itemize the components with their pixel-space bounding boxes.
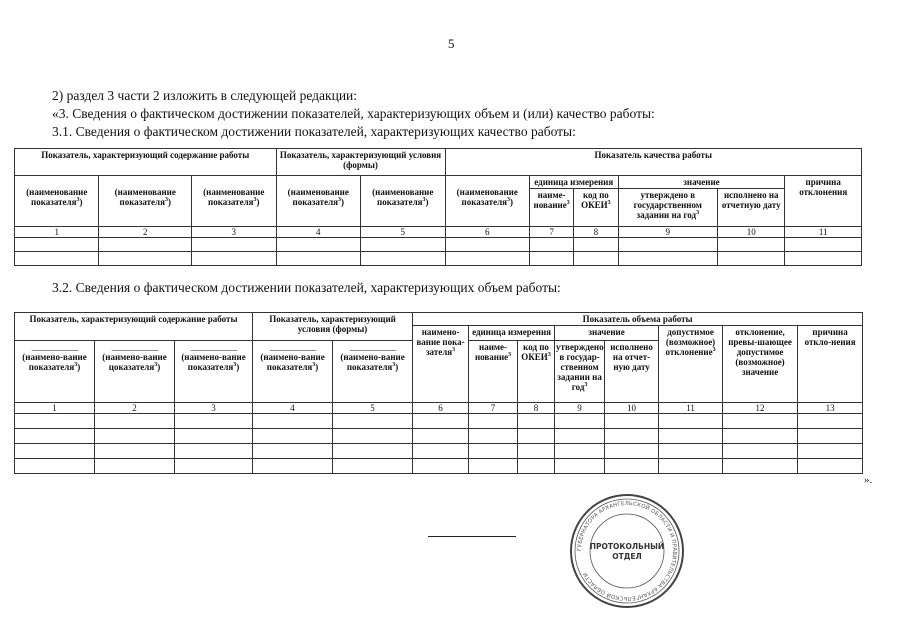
t2-num: 6 [413, 403, 469, 414]
table-row [15, 252, 862, 266]
t2-num: 12 [723, 403, 798, 414]
t1-col3-name: . (наименование показателя$^3$) [192, 176, 277, 227]
quality-table [14, 148, 862, 266]
t1-col5-name: . (наименование показателя$^3$) [361, 176, 446, 227]
signature-line [428, 536, 516, 537]
t2-okei: код по ОКЕИ$^3$ [518, 341, 555, 403]
t1-header-reason: причина отклонения [785, 176, 862, 227]
t1-num: 4 [276, 227, 360, 238]
t2-header-name: наимено-вание пока-зателя$^3$ [413, 326, 469, 403]
t1-num: 2 [99, 227, 192, 238]
t2-num: 4 [253, 403, 333, 414]
text-line-4: 3.2. Сведения о фактическом достижении показателей, характеризующих объем работы: [52, 280, 561, 295]
t1-unit-name: наиме-нование$^3$ [530, 189, 574, 227]
t2-num: 8 [518, 403, 555, 414]
t2-num: 11 [659, 403, 723, 414]
text-line-3: 3.1. Сведения о фактическом достижении показателей, характеризующих качество работы: [52, 124, 576, 139]
table-row [15, 429, 863, 444]
t1-num: 8 [574, 227, 618, 238]
t1-col2-name: . (наименование показателя$^3$) [99, 176, 192, 227]
t1-header-unit: единица измерения [530, 176, 619, 189]
t1-col1-name: . (наименование показателя$^3$) [15, 176, 99, 227]
table-row [15, 414, 863, 429]
t2-num: 5 [333, 403, 413, 414]
t1-num: 9 [618, 227, 718, 238]
t2-header-allowed: допустимое (возможное) отклонение$^3$ [659, 326, 723, 403]
t1-num: 3 [192, 227, 277, 238]
t2-header-unit: единица измерения [469, 326, 555, 341]
t2-header-conditions: Показатель, характеризующий условия (формы) [253, 313, 413, 341]
t2-num: 9 [555, 403, 605, 414]
t2-header-excess: отклонение, превы-шающее допустимое (возможное) значение [723, 326, 798, 403]
t2-col4-name: _____________ (наимено-вание показателя$^3$) [253, 341, 333, 403]
t1-num: 7 [530, 227, 574, 238]
t1-num: 5 [361, 227, 446, 238]
t2-header-content: Показатель, характеризующий содержание работы [15, 313, 253, 341]
t1-num: 11 [785, 227, 862, 238]
t1-header-content: Показатель, характеризующий содержание работы [15, 149, 277, 176]
text-line-1: 2) раздел 3 части 2 изложить в следующей редакции: [52, 88, 358, 103]
t1-num: 1 [15, 227, 99, 238]
t2-header-volume: Показатель объема работы [413, 313, 863, 326]
t2-num: 1 [15, 403, 95, 414]
stamp-center-text-2: ОТДЕЛ [612, 552, 642, 561]
table-row [15, 238, 862, 252]
t2-num: 10 [605, 403, 659, 414]
t1-col4-name: . (наименование показателя$^3$) [276, 176, 360, 227]
t2-col3-name: _____________ (наимено-вание показателя$^3$) [175, 341, 253, 403]
t2-approved: утверждено в государ-ственном задании на год$^3$ [555, 341, 605, 403]
closing-quote: ». [864, 474, 873, 486]
t1-header-quality: Показатель качества работы [445, 149, 861, 176]
t1-done: исполнено на отчетную дату [718, 189, 785, 227]
text-line-2: «3. Сведения о фактическом достижении показателей, характеризующих объем и (или) качество работы: [52, 106, 655, 121]
t2-col5-name: _____________ (наимено-вание показателя$^3$) [333, 341, 413, 403]
t2-done: исполнено на отчет-ную дату [605, 341, 659, 403]
t2-num: 3 [175, 403, 253, 414]
t1-num: 10 [718, 227, 785, 238]
t2-unit-name: наиме-нование$^3$ [469, 341, 518, 403]
t1-header-value: значение [618, 176, 785, 189]
t1-col6-name: . (наименование показателя$^3$) [445, 176, 529, 227]
t2-num: 13 [798, 403, 863, 414]
stamp-ring-text: ГУБЕРНАТОРА АРХАНГЕЛЬСКОЙ ОБЛАСТИ И ПРАВИТЕЛЬСТВА АРХАНГЕЛЬСКОЙ ОБЛАСТИ [576, 500, 678, 602]
t1-num: 6 [445, 227, 529, 238]
stamp-center-text-1: ПРОТОКОЛЬНЫЙ [589, 542, 665, 551]
t1-approved: утверждено в государственном задании на год$^3$ [618, 189, 718, 227]
t1-header-conditions: Показатель, характеризующий условия (формы) [276, 149, 445, 176]
t1-okei: код по ОКЕИ$^3$ [574, 189, 618, 227]
page-number: 5 [448, 36, 455, 51]
table-row [15, 444, 863, 459]
table-row [15, 459, 863, 474]
t2-num: 7 [469, 403, 518, 414]
t2-header-value: значение [555, 326, 659, 341]
t2-col1-name: _____________ (наимено-вание показателя$^3$) [15, 341, 95, 403]
volume-table [14, 312, 863, 474]
stamp-seal [568, 492, 686, 610]
t2-num: 2 [95, 403, 175, 414]
t2-header-reason: причина откло-нения [798, 326, 863, 403]
t2-col2-name: _____________ (наимено-вание цоказателя$^3$) [95, 341, 175, 403]
